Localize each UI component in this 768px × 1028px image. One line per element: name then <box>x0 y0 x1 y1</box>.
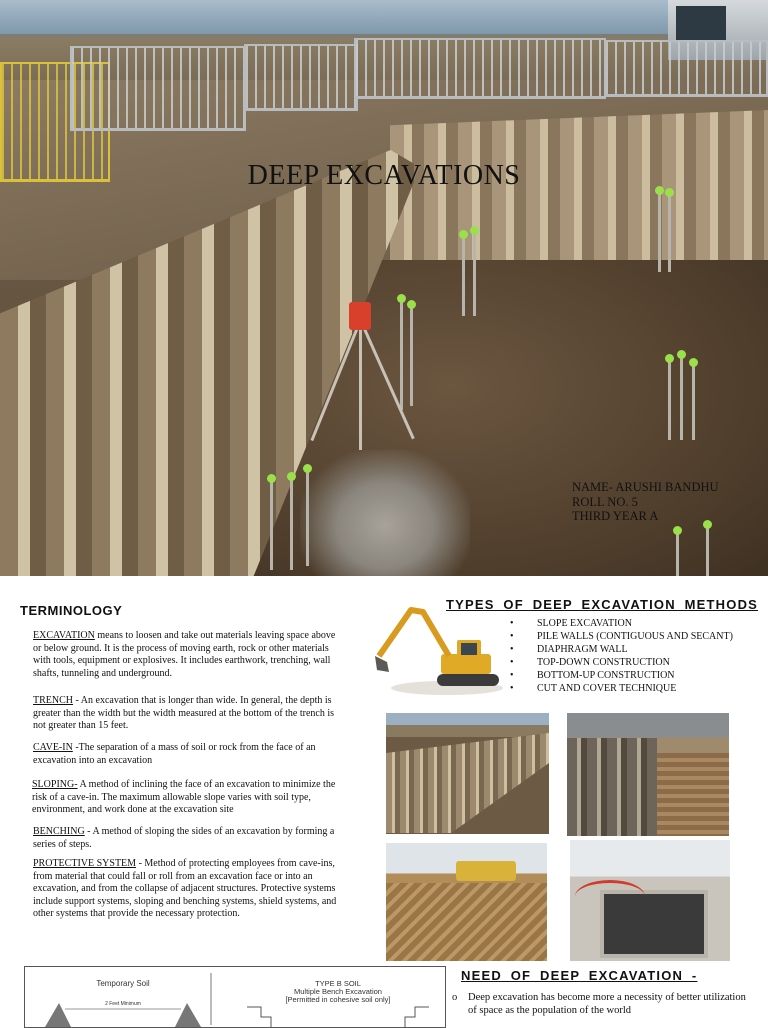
rubble-pile <box>300 450 470 576</box>
definition-text: - Method of protecting employees from cave-ins, from material that could fall or roll from an excavation face or into an excavation, and from the collapse of adjacent structures. Protective systems include support systems, sloping and benching systems, shield systems, and other systems that provide the necessary protection. <box>33 858 337 919</box>
rebar-rod <box>473 232 476 316</box>
definition-cave-in <box>33 742 343 767</box>
survey-instrument <box>349 302 371 330</box>
photo-urban-excavation <box>570 840 730 961</box>
safety-fence <box>70 46 246 131</box>
definition-term: BENCHING <box>33 826 85 837</box>
rebar-rod <box>410 306 413 406</box>
survey-tripod <box>325 300 395 450</box>
definition-benching <box>33 826 343 851</box>
definition-text: means to loosen and take out materials leaving space above or below ground. It is the process of moving earth, rock or other materials with tools, equipment or explosives. It includes earthwork, trenching, wall shafts, tunneling and underground. <box>33 630 336 679</box>
safety-fence <box>604 40 768 97</box>
definition-term: EXCAVATION <box>33 630 95 641</box>
photo-sheet-pile-excavation <box>386 713 549 834</box>
definition-trench <box>33 695 343 733</box>
roll-number: ROLL NO. 5 <box>572 494 638 509</box>
rebar-rod <box>680 356 683 440</box>
photo-slope-excavation <box>386 843 547 961</box>
author-credits <box>572 480 719 524</box>
safety-fence <box>354 38 606 99</box>
definition-text: -The separation of a mass of soil or rock from the face of an excavation into an excavation <box>33 742 316 766</box>
need-text: Deep excavation has become more a necessity of better utilization of space as the population of the world <box>468 992 746 1016</box>
diagram-label-min: 2 Feet Minimum <box>105 1001 141 1007</box>
definition-term: PROTECTIVE SYSTEM <box>33 858 137 869</box>
list-item: • SLOPE EXCAVATION <box>510 618 733 631</box>
safety-fence <box>244 44 358 111</box>
need-paragraph <box>452 991 752 1017</box>
list-item: • DIAPHRAGM WALL <box>510 644 733 657</box>
terminology-heading: TERMINOLOGY <box>20 603 123 618</box>
rebar-rod <box>676 532 679 576</box>
photo-secant-pile-wall <box>567 713 729 836</box>
list-item: • TOP-DOWN CONSTRUCTION <box>510 657 733 670</box>
list-item: • CUT AND COVER TECHNIQUE <box>510 683 733 696</box>
rebar-rod <box>692 364 695 440</box>
rebar-rod <box>270 480 273 570</box>
definition-text: - A method of sloping the sides of an excavation by forming a series of steps. <box>33 826 335 850</box>
definition-term: TRENCH <box>33 695 73 706</box>
excavator-illustration <box>375 600 503 696</box>
author-name: NAME- ARUSHI BANDHU <box>572 480 719 494</box>
need-heading: NEED OF DEEP EXCAVATION - <box>461 968 698 983</box>
rebar-rod <box>706 526 709 576</box>
rebar-rod <box>668 360 671 440</box>
soil-bench-diagram <box>24 966 446 1028</box>
definition-sloping <box>32 779 342 817</box>
rebar-rod <box>306 470 309 566</box>
page-title: DEEP EXCAVATIONS <box>247 160 521 191</box>
definition-text: A method of inclining the face of an excavation to minimize the risk of a cave-in. The maximum allowable slope varies with soil type, environment, and work done at the excavation site <box>32 779 336 815</box>
sea-background <box>0 0 680 34</box>
definition-term: SLOPING- <box>32 779 78 790</box>
rebar-rod <box>668 194 671 272</box>
diagram-label-bench: Multiple Bench Excavation <box>294 987 382 996</box>
rebar-rod <box>290 478 293 570</box>
bullet-marker: o <box>452 992 458 1003</box>
methods-list <box>510 618 733 695</box>
rebar-rod <box>400 300 403 410</box>
diagram-label-type: TYPE B SOIL <box>315 979 361 988</box>
diagram-label-temporary: Temporary Soil <box>96 979 150 988</box>
list-item: • BOTTOM-UP CONSTRUCTION <box>510 670 733 683</box>
rebar-rod <box>462 236 465 316</box>
class-year: THIRD YEAR A <box>572 509 659 523</box>
definition-excavation <box>33 630 343 680</box>
definition-term: CAVE-IN <box>33 742 73 753</box>
diagram-label-permit: [Permitted in cohesive soil only] <box>285 995 391 1004</box>
definition-protective-system <box>33 858 343 921</box>
list-item: • PILE WALLS (CONTIGUOUS AND SECANT) <box>510 631 733 644</box>
rebar-rod <box>658 192 661 272</box>
methods-heading: TYPES OF DEEP EXCAVATION METHODS <box>446 597 759 612</box>
definition-text: - An excavation that is longer than wide. In general, the depth is greater than the width but the width measured at the bottom of the trench is not greater than 15 feet. <box>33 695 335 731</box>
